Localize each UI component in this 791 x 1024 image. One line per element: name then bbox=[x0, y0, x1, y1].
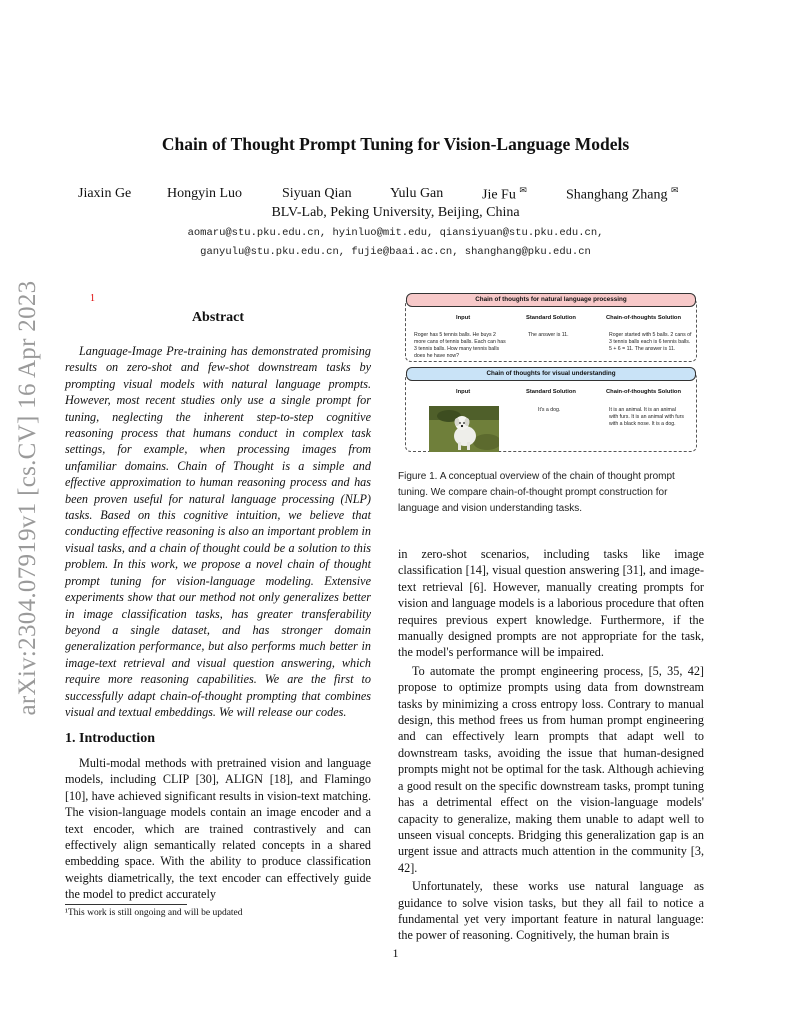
col-standard: Standard Solution bbox=[526, 389, 576, 395]
standard-text: It's a dog. bbox=[538, 407, 561, 413]
abstract-body bbox=[65, 343, 371, 720]
affiliation: BLV-Lab, Peking University, Beijing, China bbox=[271, 205, 520, 220]
author-list bbox=[0, 186, 791, 206]
vision-panel bbox=[405, 372, 697, 452]
intro-heading: 1. Introduction bbox=[65, 731, 155, 746]
email-line: ganyulu@stu.pku.edu.cn, fujie@baai.ac.cn, shanghang@pku.edu.cn bbox=[200, 246, 591, 258]
footnote: ¹This work is still ongoing and will be updated bbox=[65, 908, 243, 918]
nlp-panel bbox=[405, 298, 697, 362]
standard-text: The answer is 11. bbox=[528, 332, 569, 338]
paper-title: Chain of Thought Prompt Tuning for Vision-Language Models bbox=[161, 134, 630, 154]
col-cot: Chain-of-thoughts Solution bbox=[606, 389, 682, 395]
input-text: Roger has 5 tennis balls. He buys 2 more cans of tennis balls. Each can has 3 tennis balls. How many tennis balls does he have now? bbox=[414, 332, 506, 359]
author: Jie Fu bbox=[482, 187, 516, 203]
vision-panel-title: Chain of thoughts for visual understanding bbox=[406, 367, 696, 381]
arxiv-id: arXiv:2304.07919v1 [cs.CV] 16 Apr 2023 bbox=[14, 280, 41, 715]
abstract-heading: Abstract bbox=[191, 310, 245, 325]
red-mark: 1 bbox=[90, 293, 95, 304]
nlp-panel-title: Chain of thoughts for natural language processing bbox=[406, 293, 696, 307]
col-input: Input bbox=[456, 315, 471, 321]
author: Siyuan Qian bbox=[282, 186, 352, 201]
author: Hongyin Luo bbox=[167, 186, 243, 201]
col-cot: Chain-of-thoughts Solution bbox=[606, 315, 682, 321]
figure-caption: Figure 1. A conceptual overview of the chain of thought prompt tuning. We compare chain-of-thought prompt construction for language and vision understanding tasks. bbox=[398, 471, 675, 514]
author: Yulu Gan bbox=[390, 186, 444, 201]
envelope-icon: ✉ bbox=[519, 186, 527, 196]
dog-image bbox=[429, 406, 499, 452]
intro-body bbox=[65, 755, 371, 903]
author: Shanghang Zhang bbox=[566, 187, 668, 203]
intro-paragraph: Multi-modal methods with pretrained vision and language models, including CLIP [30], ALIGN [18], and Flamingo [10], have achieved significant results in vision-text matching. The vision-language models contain an image encoder and a text encoder, which are trained contrastively and can effectively align semantically related concepts in a shared embedding space. With the ability to produce classification weights diametrically, the text encoder can effectively guide the model to predict accurately bbox=[65, 756, 371, 902]
cot-text: Roger started with 5 balls. 2 cans of 3 tennis balls each is 6 tennis balls. 5 + 6 = 11. The answer is 11. bbox=[609, 332, 692, 352]
right-paragraph: in zero-shot scenarios, including tasks like image classification [14], visual question answering [31], and image-text retrieval [6]. However, manually creating prompts for vision and language models is a laborious procedure that often requires previous expert knowledge. Furthermore, if the manually designed prompts are not appropriate for the task, the model's performance will be impaired. bbox=[398, 547, 704, 660]
abstract-text: Language-Image Pre-training has demonstrated promising results on zero-shot and few-shot downstream tasks by prompting visual models with natural language prompts. However, most recent studies only use a single prompt for tuning, neglecting the inherent step-to-step cognitive reasoning process that humans conduct in complex task settings, for example, when processing images from unfamiliar domains. Chain of Thought is a simple and effective approximation to human reasoning process and has been proven useful for natural language processing (NLP) tasks. Based on this cognitive intuition, we believe that conducting effective reasoning is also an important problem in visual tasks, and a chain of thought could be a solution to this problem. In this work, we propose a novel chain of thought prompt tuning for vision-language modeling. Extensive experiments show that our method not only generalizes better in image classification tasks, has greater transferability beyond a single dataset, and has stronger domain generalization performance, but also performs much better in image-text retrieval and visual question answering, which require more reasoning capabilities. We are the first to successfully adapt chain-of-thought prompting that combines visual and textual embeddings. We will release our codes. bbox=[65, 344, 371, 719]
col-input: Input bbox=[456, 389, 471, 395]
cot-text: It is an animal. It is an animal with furs. It is an animal with furs with a black nose. It is a dog. bbox=[609, 407, 684, 427]
right-paragraph: To automate the prompt engineering process, [5, 35, 42] propose to optimize prompts using data from downstream tasks by minimizing a cross entropy loss. Contrary to manual design, this method frees us from human prompt engineering and can effectively learn prompts that adapt well to downstream tasks, avoiding the issue that human-designed prompts might not be optimal for the task. Although achieving a good result on the specific downstream tasks, prompt tuning has a detrimental effect on the vision-language models' capacity to generalize, making them unable to adapt well to unseen visual concepts. Bridging this generalization gap is an urgent issue and attracts much attention in the community [3, 42]. bbox=[398, 663, 704, 875]
envelope-icon: ✉ bbox=[670, 186, 679, 196]
footnote-rule bbox=[65, 904, 187, 905]
arxiv-sidebar bbox=[8, 270, 48, 725]
right-paragraph: Unfortunately, these works use natural language as guidance to solve vision tasks, but they all fail to notice a fundamental yet very important feature in natural language: the power of reasoning. Cognitively, the human brain is bbox=[398, 879, 704, 943]
author: Jiaxin Ge bbox=[78, 186, 132, 201]
author-with-envelope bbox=[482, 186, 527, 204]
page-number: 1 bbox=[392, 946, 399, 960]
right-column-body bbox=[398, 546, 704, 944]
figure-1 bbox=[405, 292, 697, 460]
author-with-envelope bbox=[566, 186, 679, 204]
col-standard: Standard Solution bbox=[526, 315, 576, 321]
email-line: aomaru@stu.pku.edu.cn, hyinluo@mit.edu, qiansiyuan@stu.pku.edu.cn, bbox=[187, 227, 604, 239]
